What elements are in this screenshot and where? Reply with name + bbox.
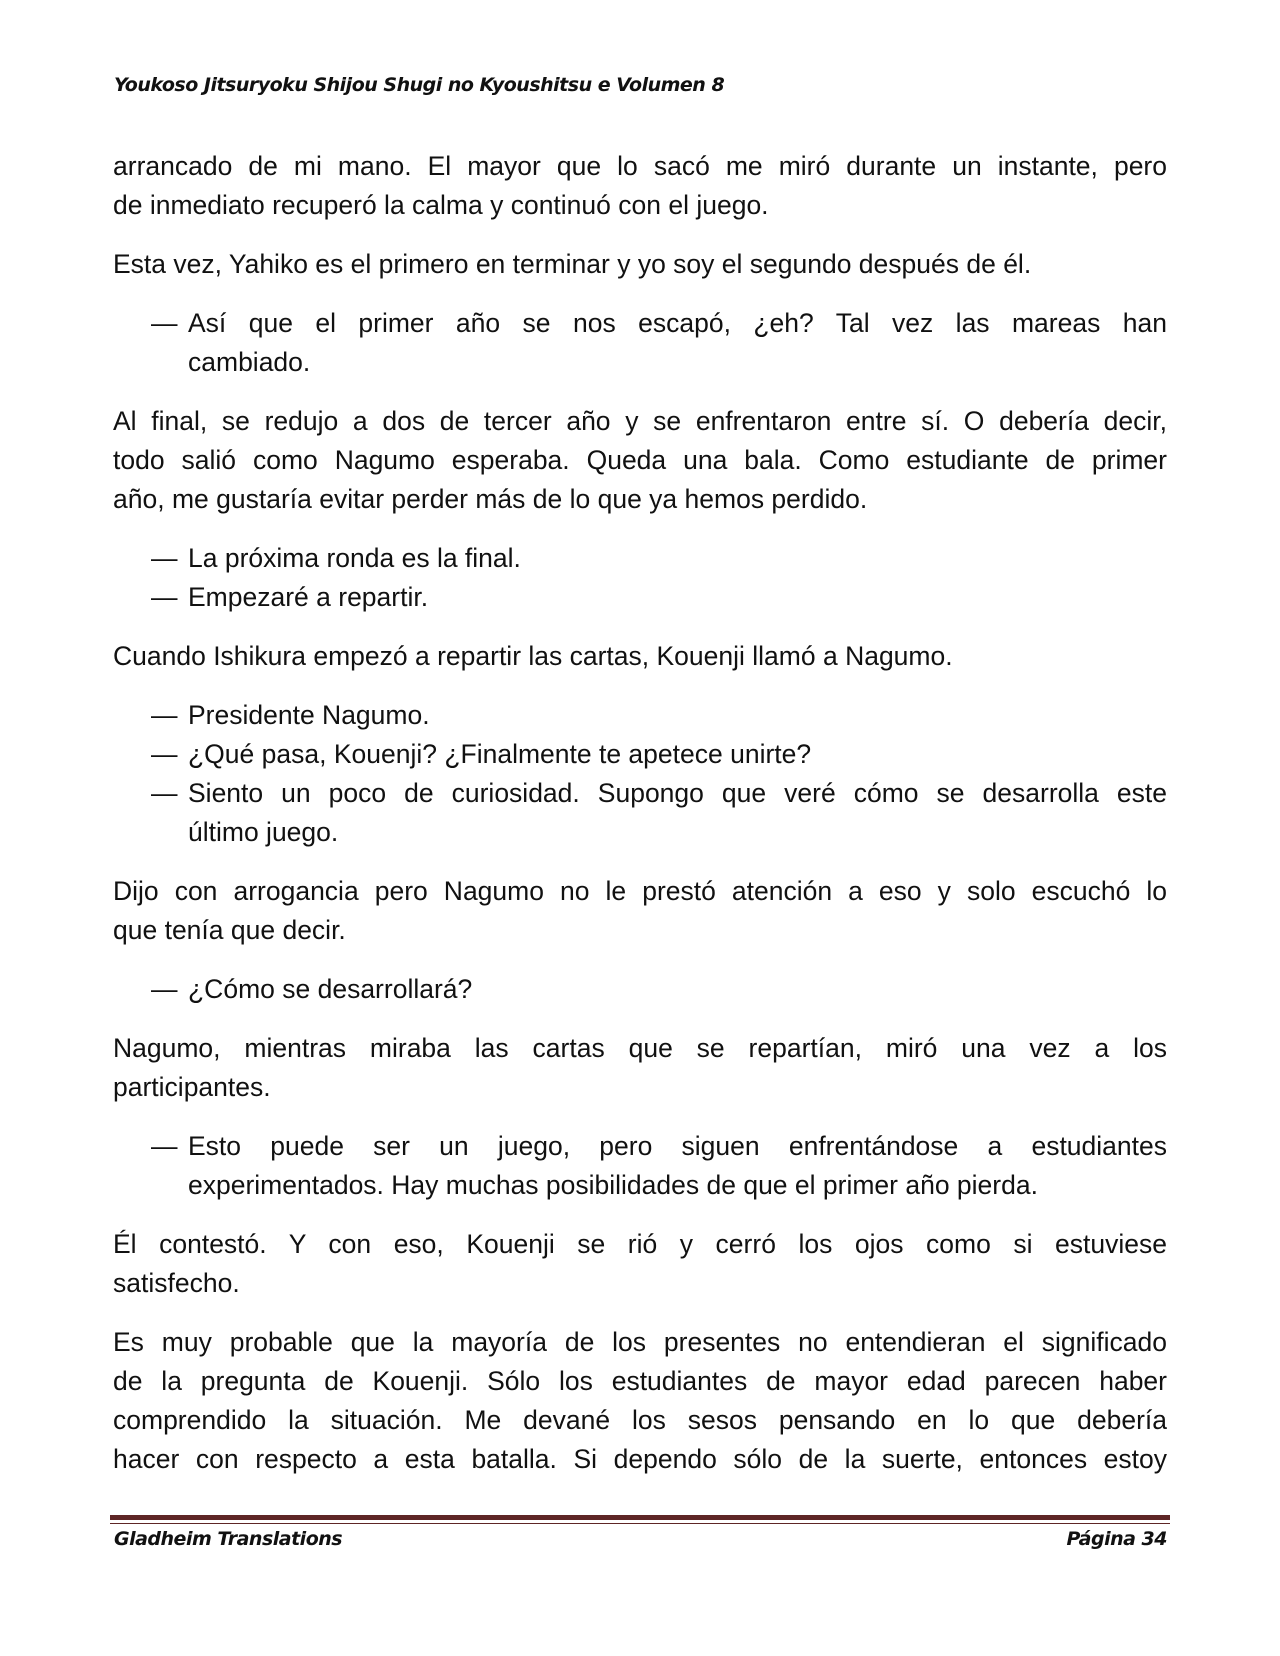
text-line: Dijo con arrogancia pero Nagumo no le prestó atención a eso y solo escuchó lo [113, 876, 1167, 906]
text-line: cambiado. [188, 347, 311, 377]
dialogue-line [113, 578, 1167, 617]
em-dash: — [151, 739, 178, 769]
page-body [113, 147, 1167, 1499]
text-line: La próxima ronda es la final. [188, 543, 521, 573]
dialogue-group [113, 539, 1167, 617]
em-dash: — [151, 543, 178, 573]
text-line: que tenía que decir. [113, 915, 346, 945]
running-header: Youkoso Jitsuryoku Shijou Shugi no Kyoushitsu e Volumen 8 [114, 74, 725, 96]
text-line: de la pregunta de Kouenji. Sólo los estudiantes de mayor edad parecen haber [113, 1366, 1167, 1396]
text-line: Nagumo, mientras miraba las cartas que se repartían, miró una vez a los [113, 1033, 1167, 1063]
text-line: año, me gustaría evitar perder más de lo que ya hemos perdido. [113, 484, 868, 514]
text-line: Él contestó. Y con eso, Kouenji se rió y cerró los ojos como si estuviese [113, 1229, 1167, 1259]
text-line: Siento un poco de curiosidad. Supongo que veré cómo se desarrolla este [188, 778, 1167, 808]
dialogue-group [113, 970, 1167, 1009]
paragraph [113, 1225, 1167, 1303]
text-line: experimentados. Hay muchas posibilidades de que el primer año pierda. [188, 1170, 1038, 1200]
text-line: Empezaré a repartir. [188, 582, 429, 612]
paragraph [113, 637, 1167, 676]
em-dash: — [151, 974, 178, 1004]
text-line: Presidente Nagumo. [188, 700, 430, 730]
text-line: Así que el primer año se nos escapó, ¿eh? Tal vez las mareas han [188, 308, 1167, 338]
footer-rule-thin [110, 1523, 1170, 1524]
text-line: satisfecho. [113, 1268, 240, 1298]
footer-rule [110, 1515, 1170, 1520]
paragraph [113, 147, 1167, 225]
dialogue-line [113, 1127, 1167, 1205]
text-line: último juego. [188, 817, 339, 847]
footer-translator: Gladheim Translations [114, 1528, 343, 1550]
footer-page-number: Página 34 [1066, 1528, 1167, 1550]
em-dash: — [151, 700, 178, 730]
paragraph [113, 402, 1167, 519]
dialogue-line [113, 696, 1167, 735]
paragraph [113, 245, 1167, 284]
dialogue-line [113, 735, 1167, 774]
dialogue-group [113, 696, 1167, 852]
paragraph [113, 1323, 1167, 1479]
em-dash: — [151, 778, 178, 808]
text-line: participantes. [113, 1072, 271, 1102]
dialogue-group [113, 304, 1167, 382]
text-line: todo salió como Nagumo esperaba. Queda una bala. Como estudiante de primer [113, 445, 1167, 475]
text-line: Al final, se redujo a dos de tercer año y se enfrentaron entre sí. O debería decir, [113, 406, 1167, 436]
dialogue-line [113, 970, 1167, 1009]
text-line: ¿Cómo se desarrollará? [188, 974, 473, 1004]
dialogue-group [113, 1127, 1167, 1205]
text-line: de inmediato recuperó la calma y continuó con el juego. [113, 190, 769, 220]
text-line: arrancado de mi mano. El mayor que lo sacó me miró durante un instante, pero [113, 151, 1167, 181]
paragraph [113, 1029, 1167, 1107]
em-dash: — [151, 1131, 178, 1161]
em-dash: — [151, 308, 178, 338]
text-line: Es muy probable que la mayoría de los presentes no entendieran el significado [113, 1327, 1167, 1357]
text-line: Cuando Ishikura empezó a repartir las cartas, Kouenji llamó a Nagumo. [113, 641, 953, 671]
text-line: hacer con respecto a esta batalla. Si dependo sólo de la suerte, entonces estoy [113, 1444, 1167, 1474]
text-line: comprendido la situación. Me devané los sesos pensando en lo que debería [113, 1405, 1167, 1435]
paragraph [113, 872, 1167, 950]
dialogue-line [113, 539, 1167, 578]
dialogue-line [113, 774, 1167, 852]
text-line: Esto puede ser un juego, pero siguen enfrentándose a estudiantes [188, 1131, 1167, 1161]
text-line: ¿Qué pasa, Kouenji? ¿Finalmente te apetece unirte? [188, 739, 812, 769]
em-dash: — [151, 582, 178, 612]
text-line: Esta vez, Yahiko es el primero en terminar y yo soy el segundo después de él. [113, 249, 1032, 279]
dialogue-line [113, 304, 1167, 382]
